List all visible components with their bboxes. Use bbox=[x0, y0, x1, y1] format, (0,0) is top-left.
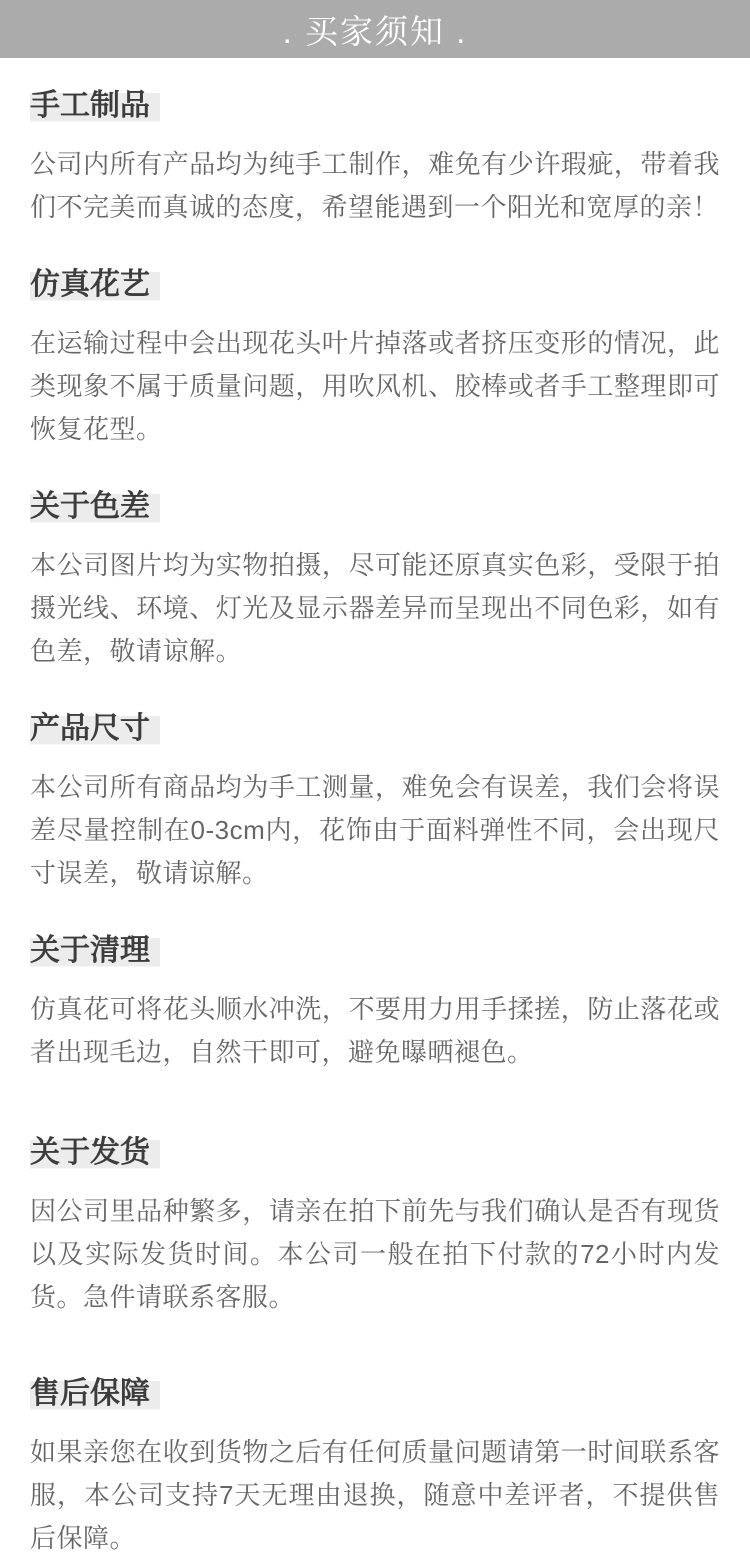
section-color-difference bbox=[30, 490, 720, 673]
section-after-sales bbox=[30, 1377, 720, 1560]
section-body-text: 仿真花可将花头顺水冲洗，不要用力用手揉搓，防止落花或者出现毛边，自然干即可，避免曝晒褪色。 bbox=[30, 994, 720, 1067]
section-heading: 关于发货 bbox=[30, 1136, 160, 1170]
section-body-text: 本公司所有商品均为手工测量，难免会有误差，我们会将误差尽量控制在0-3cm内，花饰由于面料弹性不同，会出现尺寸误差，敬请谅解。 bbox=[30, 772, 720, 888]
section-title-row bbox=[30, 934, 720, 968]
banner-title: . 买家须知 . bbox=[282, 12, 468, 50]
section-cleaning bbox=[30, 934, 720, 1074]
section-shipping bbox=[30, 1136, 720, 1319]
section-body-text: 公司内所有产品均为纯手工制作，难免有少许瑕疵，带着我们不完美而真诚的态度，希望能遇到一个阳光和宽厚的亲！ bbox=[30, 149, 720, 222]
section-heading: 手工制品 bbox=[30, 89, 160, 123]
section-handmade bbox=[30, 89, 720, 229]
section-body-text: 本公司图片均为实物拍摄，尽可能还原真实色彩，受限于拍摄光线、环境、灯光及显示器差异而呈现出不同色彩，如有色差，敬请谅解。 bbox=[30, 550, 720, 666]
section-heading: 关于色差 bbox=[30, 490, 160, 524]
section-title-row bbox=[30, 1136, 720, 1170]
section-heading: 产品尺寸 bbox=[30, 712, 160, 746]
section-title-row bbox=[30, 1377, 720, 1411]
section-title-row bbox=[30, 490, 720, 524]
section-body-text: 在运输过程中会出现花头叶片掉落或者挤压变形的情况，此类现象不属于质量问题，用吹风机、胶棒或者手工整理即可恢复花型。 bbox=[30, 328, 720, 444]
notice-content bbox=[0, 89, 750, 1560]
section-title-row bbox=[30, 89, 720, 123]
section-title-row bbox=[30, 268, 720, 302]
section-body-text: 因公司里品种繁多，请亲在拍下前先与我们确认是否有现货以及实际发货时间。本公司一般在拍下付款的72小时内发货。急件请联系客服。 bbox=[30, 1196, 720, 1312]
section-artificial-flowers bbox=[30, 268, 720, 451]
section-product-size bbox=[30, 712, 720, 895]
section-heading: 关于清理 bbox=[30, 934, 160, 968]
section-heading: 售后保障 bbox=[30, 1377, 160, 1411]
section-heading: 仿真花艺 bbox=[30, 268, 160, 302]
section-title-row bbox=[30, 712, 720, 746]
section-body-text: 如果亲您在收到货物之后有任何质量问题请第一时间联系客服，本公司支持7天无理由退换，随意中差评者，不提供售后保障。 bbox=[30, 1437, 720, 1553]
buyer-notice-banner bbox=[0, 0, 750, 58]
